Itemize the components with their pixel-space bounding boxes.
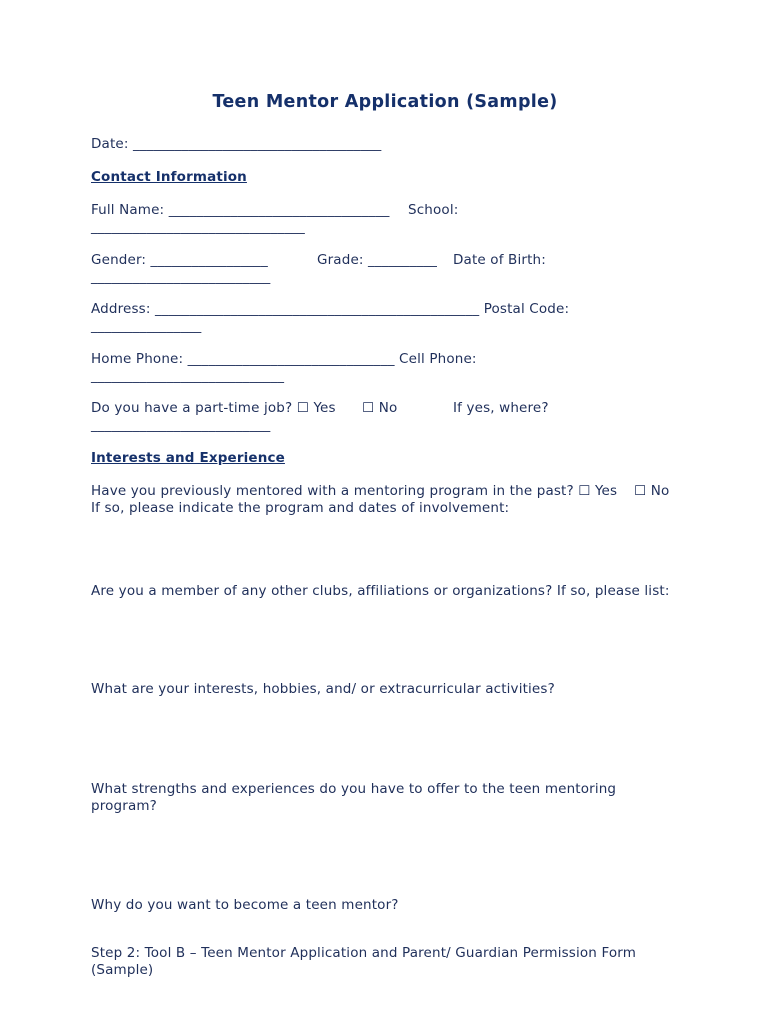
home-phone-field[interactable]: Home Phone: ______________________________ Cell Phone: [91,351,477,367]
address-field[interactable]: Address: _______________________________________________ Postal Code: [91,301,570,317]
footer-line-1: Step 2: Tool B – Teen Mentor Application and Parent/ Guardian Permission Form [91,945,637,961]
grade-field[interactable]: Grade: __________ [317,252,438,268]
cell-phone-field[interactable]: ____________________________ [91,368,285,384]
interests-experience-heading: Interests and Experience [91,450,285,466]
hobbies-question: What are your interests, hobbies, and/ or extracurricular activities? [91,681,555,697]
previous-mentoring-no-checkbox[interactable]: ☐ No [634,483,670,499]
full-name-field[interactable]: Full Name: ________________________________ [91,202,390,218]
why-mentor-question: Why do you want to become a teen mentor? [91,897,399,913]
part-time-job-no-checkbox[interactable]: ☐ No [362,400,398,416]
date-field[interactable]: Date: ____________________________________ [91,136,382,152]
job-where-field[interactable]: __________________________ [91,417,271,433]
gender-field[interactable]: Gender: _________________ [91,252,268,268]
part-time-job-yes-checkbox[interactable]: Do you have a part-time job? ☐ Yes [91,400,336,416]
clubs-question: Are you a member of any other clubs, affiliations or organizations? If so, please list: [91,583,670,599]
school-label: School: [408,202,459,218]
contact-information-heading: Contact Information [91,169,247,185]
footer-line-2: (Sample) [91,962,154,978]
date-of-birth-field[interactable]: __________________________ [91,269,271,285]
school-field[interactable]: _______________________________ [91,219,305,235]
postal-code-field[interactable]: ________________ [91,318,202,334]
mentoring-program-question: If so, please indicate the program and dates of involvement: [91,500,510,516]
date-of-birth-label: Date of Birth: [453,252,546,268]
page-title: Teen Mentor Application (Sample) [212,92,558,112]
previous-mentoring-yes-checkbox[interactable]: Have you previously mentored with a mentoring program in the past? ☐ Yes [91,483,618,499]
strengths-question-line-2: program? [91,798,157,814]
job-where-label: If yes, where? [453,400,549,416]
strengths-question-line-1: What strengths and experiences do you have to offer to the teen mentoring [91,781,617,797]
